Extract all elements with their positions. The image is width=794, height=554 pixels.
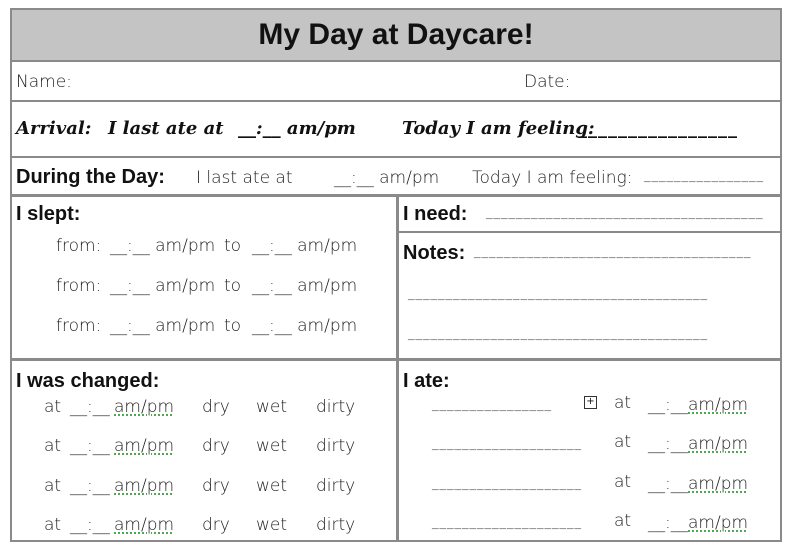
ate-at-label: at (614, 393, 632, 413)
arrival-feeling-blank: ________________ (578, 118, 738, 139)
ate-food-blank: ____________________ (432, 476, 582, 491)
changed-at-label: at (44, 436, 62, 456)
ate-food-blank: ____________________ (432, 515, 582, 530)
ate-ampm: am/pm (688, 434, 749, 454)
ate-time: __:__ (648, 474, 688, 494)
ate-time: __:__ (648, 434, 688, 454)
ate-at-label: at (614, 472, 632, 492)
changed-time: __:__ (70, 436, 110, 456)
arrival-row (12, 100, 780, 156)
arrival-feeling-text: Today I am feeling: (402, 118, 595, 139)
slept-to-label: to (224, 236, 242, 256)
changed-ampm: am/pm (114, 476, 175, 496)
sheet-title: My Day at Daycare! (12, 10, 780, 60)
during-feeling-text: Today I am feeling: (472, 168, 633, 188)
changed-at-label: at (44, 476, 62, 496)
changed-wet-option: wet (256, 397, 288, 417)
notes-line-1: _____________________________________ (474, 244, 752, 259)
slept-start-time: __:__ am/pm (110, 316, 216, 336)
date-label: Date: (524, 72, 571, 92)
arrival-ate-text: I last ate at (108, 118, 224, 139)
slept-from-label: from: (56, 316, 102, 336)
ate-time: __:__ (648, 513, 688, 533)
ate-at-label: at (614, 511, 632, 531)
changed-ampm: am/pm (114, 515, 175, 535)
changed-time: __:__ (70, 515, 110, 535)
notes-line-2: ________________________________________ (408, 286, 708, 301)
slept-start-time: __:__ am/pm (110, 276, 216, 296)
daycare-sheet (10, 8, 782, 542)
slept-end-time: __:__ am/pm (252, 236, 358, 256)
ate-ampm: am/pm (688, 395, 749, 415)
changed-wet-option: wet (256, 436, 288, 456)
changed-dirty-option: dirty (316, 476, 356, 496)
changed-at-label: at (44, 397, 62, 417)
changed-dry-option: dry (202, 436, 230, 456)
slept-end-time: __:__ am/pm (252, 276, 358, 296)
changed-at-label: at (44, 515, 62, 535)
ate-food-blank: ____________________ (432, 436, 582, 451)
name-date-row (12, 60, 780, 100)
changed-dirty-option: dirty (316, 515, 356, 535)
changed-dry-option: dry (202, 476, 230, 496)
slept-label: I slept: (16, 203, 81, 225)
arrival-label: Arrival: (16, 118, 92, 139)
during-ate-text: I last ate at (196, 168, 293, 188)
middle-vertical-divider (396, 194, 399, 360)
changed-time: __:__ (70, 397, 110, 417)
changed-wet-option: wet (256, 476, 288, 496)
notes-label: Notes: (403, 242, 466, 264)
during-time: __:__ am/pm (334, 168, 440, 188)
ate-ampm: am/pm (688, 513, 749, 533)
arrival-time: __:__ am/pm (238, 118, 356, 139)
changed-ampm: am/pm (114, 436, 175, 456)
during-feeling-blank: ________________ (644, 168, 764, 183)
during-label: During the Day: (16, 166, 165, 188)
changed-dry-option: dry (202, 515, 230, 535)
name-label: Name: (16, 72, 72, 92)
slept-to-label: to (224, 316, 242, 336)
changed-dirty-option: dirty (316, 436, 356, 456)
ate-food-blank: ________________ (432, 397, 552, 412)
slept-start-time: __:__ am/pm (110, 236, 216, 256)
ate-ampm: am/pm (688, 474, 749, 494)
during-row (12, 156, 780, 194)
need-notes-divider (398, 231, 780, 233)
changed-dry-option: dry (202, 397, 230, 417)
ate-time: __:__ (648, 395, 688, 415)
changed-wet-option: wet (256, 515, 288, 535)
notes-line-3: ________________________________________ (408, 326, 708, 341)
need-label: I need: (403, 203, 468, 225)
ate-at-label: at (614, 432, 632, 452)
slept-from-label: from: (56, 236, 102, 256)
ate-label: I ate: (403, 370, 450, 392)
changed-time: __:__ (70, 476, 110, 496)
changed-ampm: am/pm (114, 397, 175, 417)
need-blank: _____________________________________ (486, 205, 764, 220)
changed-dirty-option: dirty (316, 397, 356, 417)
changed-label: I was changed: (16, 370, 160, 392)
slept-end-time: __:__ am/pm (252, 316, 358, 336)
lower-vertical-divider (396, 358, 399, 540)
slept-to-label: to (224, 276, 242, 296)
plus-square-icon: + (584, 396, 597, 409)
slept-from-label: from: (56, 276, 102, 296)
